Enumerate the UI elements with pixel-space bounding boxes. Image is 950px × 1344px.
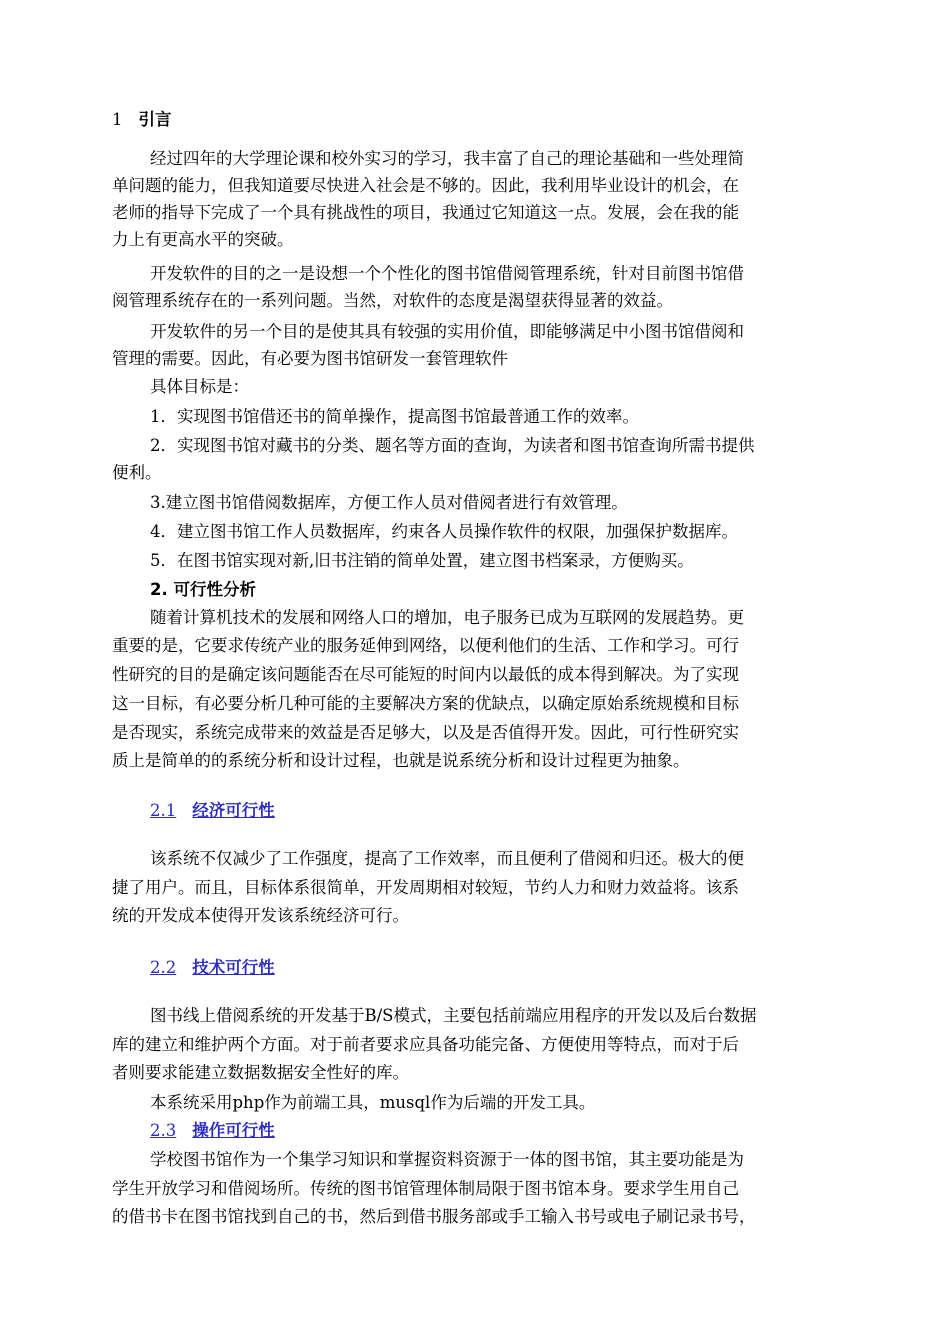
heading-feasibility: 2. 可行性分析 xyxy=(150,580,256,599)
paragraph-line: 阅管理系统存在的一系列问题。当然，对软件的态度是渴望获得显著的效益。 xyxy=(112,291,673,310)
heading-title: 引言 xyxy=(138,110,172,129)
heading-introduction xyxy=(112,106,172,134)
goal-item: 3.建立图书馆借阅数据库，方便工作人员对借阅者进行有效管理。 xyxy=(150,493,628,512)
paragraph-line: 力上有更高水平的突破。 xyxy=(112,230,294,249)
paragraph-line: 这一目标，有必要分析几种可能的主要解决方案的优缺点，以确定原始系统规模和目标 xyxy=(112,694,739,713)
paragraph-line: 质上是简单的的系统分析和设计过程，也就是说系统分析和设计过程更为抽象。 xyxy=(112,751,690,770)
paragraph-line: 随着计算机技术的发展和网络人口的增加，电子服务已成为互联网的发展趋势。更 xyxy=(150,608,744,627)
section-link-technical[interactable] xyxy=(150,954,289,982)
paragraph-line: 图书线上借阅系统的开发基于B/S模式，主要包括前端应用程序的开发以及后台数据 xyxy=(150,1006,757,1025)
section-title: 技术可行性 xyxy=(192,958,275,977)
heading-number: 1 xyxy=(112,110,123,129)
paragraph-line: 者则要求能建立数据数据安全性好的库。 xyxy=(112,1063,409,1082)
paragraph-line: 捷了用户。而且，目标体系很简单，开发周期相对较短，节约人力和财力效益将。该系 xyxy=(112,878,739,897)
goal-item: 5．在图书馆实现对新,旧书注销的简单处置，建立图书档案录，方便购买。 xyxy=(150,551,694,570)
section-number: 2.2 xyxy=(150,958,177,977)
paragraph-line: 老师的指导下完成了一个具有挑战性的项目，我通过它知道这一点。发展，会在我的能 xyxy=(112,203,739,222)
paragraph-line: 管理的需要。因此，有必要为图书馆研发一套管理软件 xyxy=(112,349,508,368)
paragraph-line: 性研究的目的是确定该问题能否在尽可能短的时间内以最低的成本得到解决。为了实现 xyxy=(112,665,739,684)
section-link-operation[interactable] xyxy=(150,1117,289,1145)
paragraph-line: 是否现实，系统完成带来的效益是否足够大，以及是否值得开发。因此，可行性研究实 xyxy=(112,723,739,742)
paragraph-line: 经过四年的大学理论课和校外实习的学习，我丰富了自己的理论基础和一些处理简 xyxy=(150,149,744,168)
section-title: 操作可行性 xyxy=(192,1121,275,1140)
paragraph-line: 库的建立和维护两个方面。对于前者要求应具备功能完备、方便使用等特点，而对于后 xyxy=(112,1035,739,1054)
paragraph-line: 本系统采用php作为前端工具，musql作为后端的开发工具。 xyxy=(150,1093,596,1112)
paragraph-line: 的借书卡在图书馆找到自己的书，然后到借书服务部或手工输入书号或电子刷记录书号， xyxy=(112,1207,756,1226)
paragraph-line: 重要的是，它要求传统产业的服务延伸到网络，以便利他们的生活、工作和学习。可行 xyxy=(112,636,739,655)
section-link-economic[interactable] xyxy=(150,797,289,825)
goal-item-continuation: 便利。 xyxy=(112,463,162,482)
paragraph-line: 开发软件的目的之一是设想一个个性化的图书馆借阅管理系统，针对目前图书馆借 xyxy=(150,264,744,283)
paragraph-line: 单问题的能力，但我知道要尽快进入社会是不够的。因此，我利用毕业设计的机会，在 xyxy=(112,176,739,195)
section-title: 经济可行性 xyxy=(192,801,275,820)
paragraph-line: 统的开发成本使得开发该系统经济可行。 xyxy=(112,906,409,925)
section-number: 2.3 xyxy=(150,1121,177,1140)
paragraph-line: 学生开放学习和借阅场所。传统的图书馆管理体制局限于图书馆本身。要求学生用自己 xyxy=(112,1179,739,1198)
paragraph-line: 学校图书馆作为一个集学习知识和掌握资料资源于一体的图书馆，其主要功能是为 xyxy=(150,1150,744,1169)
goal-item: 1．实现图书馆借还书的简单操作，提高图书馆最普通工作的效率。 xyxy=(150,407,639,426)
goals-label: 具体目标是： xyxy=(150,377,249,396)
paragraph-line: 该系统不仅减少了工作强度，提高了工作效率，而且便利了借阅和归还。极大的便 xyxy=(150,849,744,868)
paragraph-line: 开发软件的另一个目的是使其具有较强的实用价值，即能够满足中小图书馆借阅和 xyxy=(150,322,744,341)
goal-item: 4．建立图书馆工作人员数据库，约束各人员操作软件的权限，加强保护数据库。 xyxy=(150,522,738,541)
goal-item: 2．实现图书馆对藏书的分类、题名等方面的查询，为读者和图书馆查询所需书提供 xyxy=(150,436,755,455)
section-number: 2.1 xyxy=(150,801,177,820)
